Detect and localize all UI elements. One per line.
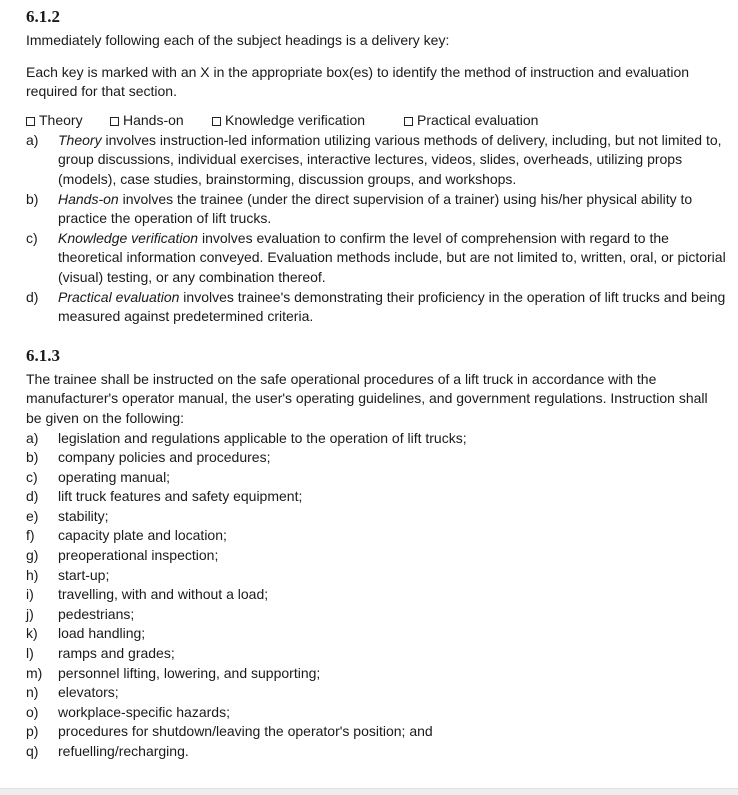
theory-box bbox=[26, 111, 110, 131]
list-item bbox=[26, 229, 726, 288]
item-text: preoperational inspection; bbox=[58, 547, 219, 564]
item-text: capacity plate and location; bbox=[58, 527, 227, 544]
list-item bbox=[26, 526, 726, 546]
box-label: Theory bbox=[39, 111, 83, 128]
list-item bbox=[26, 546, 726, 566]
item-letter: e) bbox=[26, 507, 39, 524]
list-item bbox=[26, 722, 726, 742]
practical-evaluation-box bbox=[404, 111, 538, 131]
item-letter: b) bbox=[26, 449, 39, 466]
list-item bbox=[26, 566, 726, 586]
item-letter: n) bbox=[26, 684, 39, 701]
box-label: Knowledge verification bbox=[225, 111, 366, 128]
item-letter: d) bbox=[26, 288, 39, 305]
item-letter: c) bbox=[26, 468, 38, 485]
list-item bbox=[26, 468, 726, 488]
box-label: Hands-on bbox=[123, 111, 184, 128]
item-letter: l) bbox=[26, 645, 34, 662]
delivery-key-paragraph: Each key is marked with an X in the appropriate box(es) to identify the method of instruction and evaluation required for that section. bbox=[26, 63, 690, 100]
item-term: Hands-on bbox=[58, 190, 119, 207]
item-text: company policies and procedures; bbox=[58, 449, 271, 466]
page-bottom-edge bbox=[0, 788, 738, 795]
delivery-key-boxes bbox=[26, 111, 726, 131]
item-text: personnel lifting, lowering, and supporting; bbox=[58, 664, 321, 681]
checkbox-icon bbox=[212, 117, 221, 126]
item-text: start-up; bbox=[58, 566, 110, 583]
item-term: Practical evaluation bbox=[58, 288, 180, 305]
instruction-topics-list bbox=[26, 429, 726, 762]
item-letter: f) bbox=[26, 527, 35, 544]
item-text: stability; bbox=[58, 507, 109, 524]
list-item bbox=[26, 703, 726, 723]
list-item bbox=[26, 644, 726, 664]
item-letter: c) bbox=[26, 229, 38, 246]
item-letter: d) bbox=[26, 488, 39, 505]
list-item bbox=[26, 487, 726, 507]
item-letter: j) bbox=[26, 605, 34, 622]
item-text: refuelling/recharging. bbox=[58, 743, 189, 759]
item-text: ramps and grades; bbox=[58, 645, 175, 662]
item-text: travelling, with and without a load; bbox=[58, 586, 269, 603]
list-item bbox=[26, 507, 726, 527]
item-letter: a) bbox=[26, 429, 39, 446]
list-item bbox=[26, 190, 726, 229]
item-text: elevators; bbox=[58, 684, 119, 701]
hands-on-box bbox=[110, 111, 212, 131]
item-text: involves trainee's demonstrating their proficiency in the operation of lift trucks and being measured against predetermined criteria. bbox=[58, 288, 726, 325]
item-letter: p) bbox=[26, 723, 39, 740]
list-item bbox=[26, 605, 726, 625]
delivery-method-list bbox=[26, 131, 726, 327]
knowledge-verification-box bbox=[212, 111, 404, 131]
list-item bbox=[26, 624, 726, 644]
item-text: load handling; bbox=[58, 625, 146, 642]
list-item bbox=[26, 585, 726, 605]
section-heading-6-1-2: 6.1.2 bbox=[26, 7, 60, 26]
item-text: pedestrians; bbox=[58, 605, 135, 622]
item-letter: i) bbox=[26, 586, 34, 603]
list-item bbox=[26, 683, 726, 703]
item-text: legislation and regulations applicable to the operation of lift trucks; bbox=[58, 429, 467, 446]
delivery-key-intro: Immediately following each of the subject headings is a delivery key: bbox=[26, 32, 450, 48]
item-letter: m) bbox=[26, 664, 43, 681]
item-text: operating manual; bbox=[58, 468, 171, 485]
list-item bbox=[26, 288, 726, 327]
list-item bbox=[26, 664, 726, 684]
checkbox-icon bbox=[404, 117, 413, 126]
list-item bbox=[26, 448, 726, 468]
item-text: involves evaluation to confirm the level of comprehension with regard to the theoretical information conveyed. Evaluation methods include, but are not limited to, written, oral, or pictorial (visual) testing, or any combination thereof. bbox=[58, 229, 726, 285]
item-letter: k) bbox=[26, 625, 38, 642]
item-text: involves the trainee (under the direct supervision of a trainer) using his/her physical ability to practice the operation of lift trucks. bbox=[58, 190, 693, 227]
section-heading-6-1-3: 6.1.3 bbox=[26, 345, 60, 365]
checkbox-icon bbox=[110, 117, 119, 126]
box-label: Practical evaluation bbox=[417, 111, 539, 128]
item-text: involves instruction-led information utilizing various methods of delivery, including, but not limited to, group discussions, individual exercises, interactive lectures, videos, slides, overheads, utilizing props (models), case studies, brainstorming, discussion groups, and workshops. bbox=[58, 131, 722, 187]
list-item bbox=[26, 429, 726, 449]
list-item bbox=[26, 742, 726, 762]
item-text: lift truck features and safety equipment; bbox=[58, 488, 303, 505]
list-item bbox=[26, 131, 726, 190]
item-letter: g) bbox=[26, 547, 39, 564]
item-term: Theory bbox=[58, 131, 102, 148]
checkbox-icon bbox=[26, 117, 35, 126]
item-letter: a) bbox=[26, 131, 39, 148]
document-page bbox=[26, 6, 726, 762]
item-letter: b) bbox=[26, 190, 39, 207]
instruction-paragraph: The trainee shall be instructed on the safe operational procedures of a lift truck in accordance with the manufacturer's operator manual, the user's operating guidelines, and government regulations. Instruction shall be given on the following: bbox=[26, 370, 708, 426]
item-term: Knowledge verification bbox=[58, 229, 199, 246]
item-letter: h) bbox=[26, 566, 39, 583]
item-letter: o) bbox=[26, 703, 39, 720]
item-text: workplace-specific hazards; bbox=[58, 703, 230, 720]
item-text: procedures for shutdown/leaving the operator's position; and bbox=[58, 723, 433, 740]
item-letter: q) bbox=[26, 743, 39, 759]
